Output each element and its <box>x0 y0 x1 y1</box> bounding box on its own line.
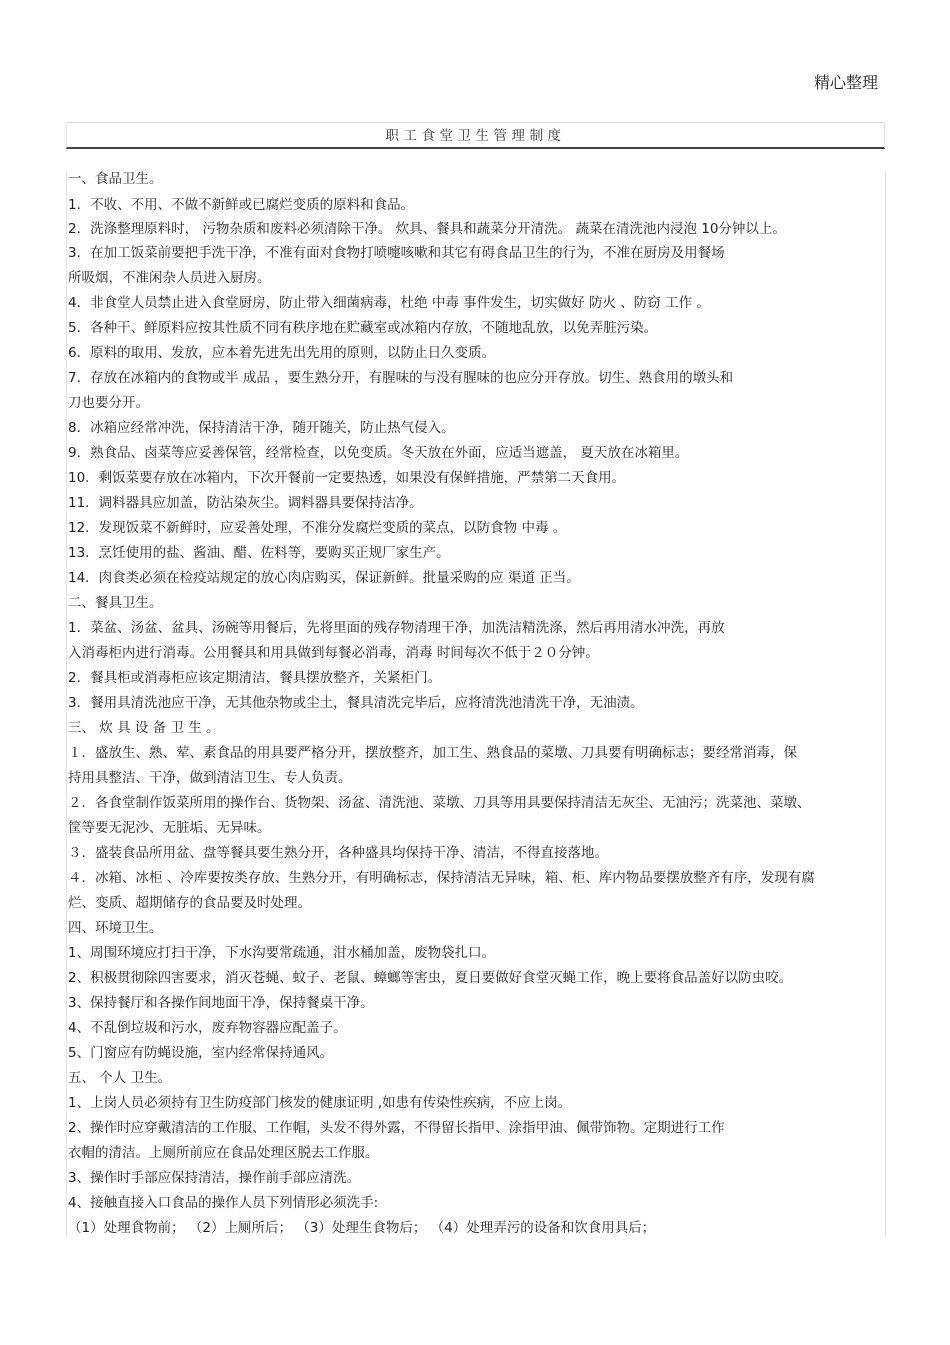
paragraph-line: ２．各食堂制作饭菜所用的操作台、货物架、汤盆、清洗池、菜墩、刀具等用具要保持清洁无灰尘、无油污；洗菜池、菜墩、 <box>68 795 811 811</box>
paragraph-line: （1）处理食物前； （2）上厕所后； （3）处理生食物后； （4）处理弄污的设备和饮食用具后； <box>68 1220 656 1236</box>
paragraph-line: 1．菜盆、汤盆、盆具、汤碗等用餐后，先将里面的残存物清理干净，加洗洁精洗涤，然后再用清水冲洗，再放 <box>68 620 725 636</box>
paragraph-line: 5．各种干、鲜原料应按其性质不同有秩序地在贮藏室或冰箱内存放，不随地乱放，以免弄脏污染。 <box>68 320 658 336</box>
paragraph-line: 2、操作时应穿戴清洁的工作服、工作帽，头发不得外露，不得留长指甲、涂指甲油、佩带饰物。定期进行工作 <box>68 1120 725 1136</box>
paragraph-line: 2．洗涤整理原料时， 污物杂质和废料必须清除干净。 炊具、餐具和蔬菜分开清洗。 蔬菜在清洗池内浸泡 10分钟以上。 <box>68 221 786 237</box>
document-body <box>66 170 886 1238</box>
paragraph-line: ４．冰箱、冰柜 、冷库要按类存放、生熟分开，有明确标志，保持清洁无异味，箱、柜、库内物品要摆放整齐有序，发现有腐 <box>68 870 815 886</box>
paragraph-line: １．盛放生、熟、荤、素食品的用具要严格分开，摆放整齐，加工生、熟食品的菜墩、刀具要有明确标志；要经常消毒，保 <box>68 745 797 761</box>
paragraph-line: 四、环境卫生。 <box>68 920 163 936</box>
paragraph-line: 刀也要分开。 <box>68 395 149 411</box>
paragraph-line: ３．盛装食品所用盆、盘等餐具要生熟分开，各种盛具均保持干净、清洁，不得直接落地。 <box>68 845 608 861</box>
paragraph-line: 4、不乱倒垃圾和污水，废弃物容器应配盖子。 <box>68 1020 347 1036</box>
paragraph-line: 13．烹饪使用的盐、酱油、醋、佐料等，要购买正规厂家生产。 <box>68 545 450 561</box>
paragraph-line: 5、门窗应有防蝇设施，室内经常保持通风。 <box>68 1045 334 1061</box>
paragraph-line: 12．发现饭菜不新鲜时，应妥善处理，不准分发腐烂变质的菜点，以防食物 中毒 。 <box>68 520 567 536</box>
paragraph-line: 9．熟食品、卤菜等应妥善保管，经常检查，以免变质。冬天放在外面，应适当遮盖， 夏天放在冰箱里。 <box>68 445 689 461</box>
paragraph-line: 10．剩饭菜要存放在冰箱内，下次开餐前一定要热透，如果没有保鲜措施，严禁第二天食用。 <box>68 470 626 486</box>
paragraph-line: 1、周围环境应打扫干净，下水沟要常疏通，泔水桶加盖，废物袋扎口。 <box>68 945 496 961</box>
paragraph-line: 14．肉食类必须在检疫站规定的放心肉店购买，保证新鲜。批量采购的应 渠道 正当。 <box>68 570 580 586</box>
paragraph-line: 1．不收、不用、不做不新鲜或已腐烂变质的原料和食品。 <box>68 197 415 213</box>
document-title: 职工食堂卫生管理制度 <box>385 128 566 144</box>
paragraph-line: 筐等要无泥沙、无脏垢、无异味。 <box>68 820 271 836</box>
paragraph-line: 烂、变质、超期储存的食品要及时处理。 <box>68 895 311 911</box>
paragraph-line: 一、食品卫生。 <box>68 171 163 187</box>
paragraph-line: 所吸烟，不准闲杂人员进入厨房。 <box>68 270 271 286</box>
paragraph-line: 3、操作时手部应保持清洁，操作前手部应清洗。 <box>68 1170 361 1186</box>
paragraph-line: 8．冰箱应经常冲洗，保持清洁干净，随开随关，防止热气侵入。 <box>68 420 455 436</box>
paragraph-line: 2．餐具柜或消毒柜应该定期清洁，餐具摆放整齐，关紧柜门。 <box>68 670 442 686</box>
paragraph-line: 衣帽的清洁。上厕所前应在食品处理区脱去工作服。 <box>68 1145 379 1161</box>
paragraph-line: 3．餐用具清洗池应干净，无其他杂物或尘土，餐具清洗完毕后，应将清洗池清洗干净，无油渍。 <box>68 695 644 711</box>
paragraph-line: 持用具整洁、干净，做到清洁卫生、专人负责。 <box>68 770 352 786</box>
header-note: 精心整理 <box>813 73 878 92</box>
paragraph-line: 2、积极贯彻除四害要求，消灭苍蝇、蚊子、老鼠、蟑螂等害虫，夏日要做好食堂灭蝇工作，晚上要将食品盖好以防虫咬。 <box>68 970 793 986</box>
title-box <box>66 122 885 149</box>
paragraph-line: 二、餐具卫生。 <box>68 595 163 611</box>
paragraph-line: 7．存放在冰箱内的食物或半 成品 ，要生熟分开，有腥味的与没有腥味的也应分开存放。切生、熟食用的墩头和 <box>68 370 734 386</box>
paragraph-line: 五、 个人 卫生。 <box>68 1070 172 1086</box>
paragraph-line: 6．原料的取用、发放，应本着先进先出先用的原则，以防止日久变质。 <box>68 345 496 361</box>
paragraph-line: 11．调料器具应加盖，防沾染灰尘。调料器具要保持洁净。 <box>68 495 423 511</box>
paragraph-line: 4、接触直接入口食品的操作人员下列情形必须洗手: <box>68 1195 379 1211</box>
paragraph-line: 三、 炊 具 设 备 卫 生 。 <box>68 720 220 736</box>
paragraph-line: 1、上岗人员必须持有卫生防疫部门核发的健康证明 ,如患有传染性疾病，不应上岗。 <box>68 1095 572 1111</box>
paragraph-line: 3．在加工饭菜前要把手洗干净，不准有面对食物打喷嚏咳嗽和其它有碍食品卫生的行为，不准在厨房及用餐场 <box>68 245 725 261</box>
paragraph-line: 3、保持餐厅和各操作间地面干净，保持餐桌干净。 <box>68 995 374 1011</box>
paragraph-line: 入消毒柜内进行消毒。公用餐具和用具做到每餐必消毒，消毒 时间每次不低于２０分钟。 <box>68 645 599 661</box>
paragraph-line: 4．非食堂人员禁止进入食堂厨房，防止带入细菌病毒，杜绝 中毒 事件发生，切实做好 防火 、防窃 工作 。 <box>68 295 710 311</box>
